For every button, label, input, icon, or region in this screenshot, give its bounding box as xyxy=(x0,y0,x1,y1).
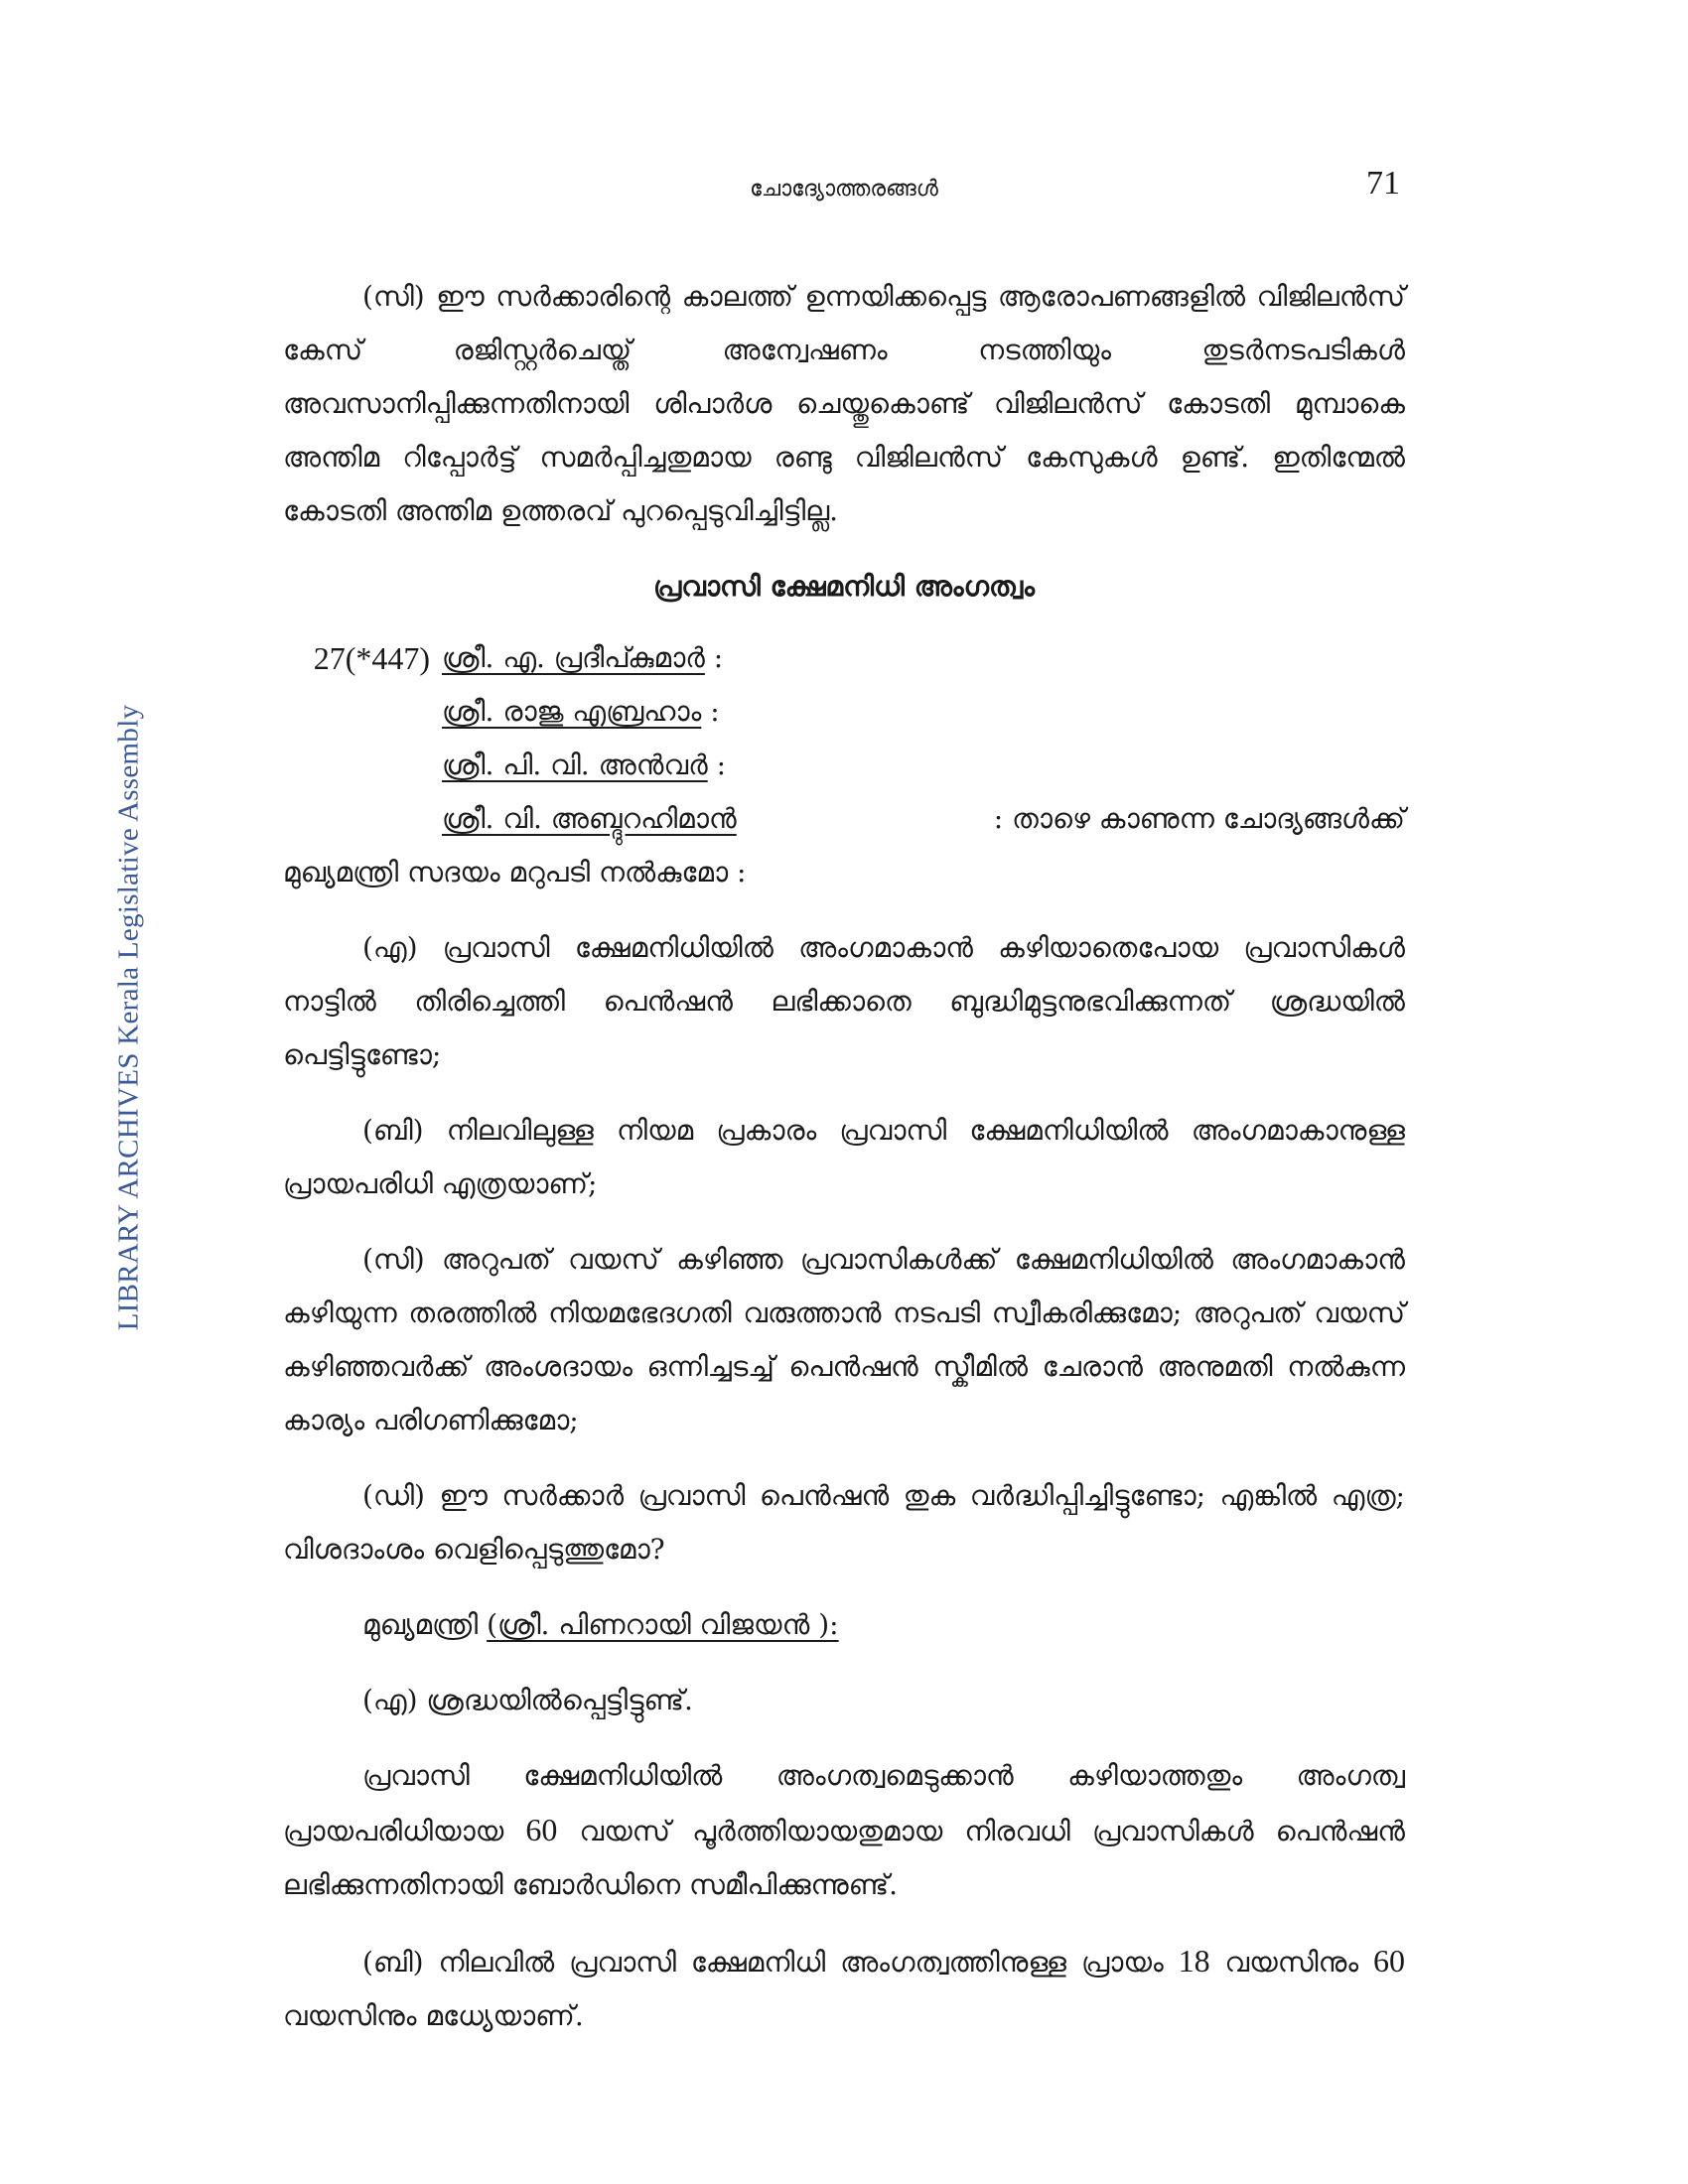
question-intro-tail: : താഴെ കാണുന്ന ചോദ്യങ്ങൾക്ക് xyxy=(993,802,1405,835)
answer-a-detail-text: പ്രവാസി ക്ഷേമനിധിയിൽ അംഗത്വമെടുക്കാൻ കഴിയാത്തതും അംഗത്വ പ്രായപരിധിയായ xyxy=(283,1759,1405,1847)
spacer xyxy=(204,739,442,792)
member-line xyxy=(283,739,1405,792)
spacer xyxy=(204,685,442,739)
max-age-number: 60 xyxy=(1373,1943,1405,1979)
question-b: (ബി) നിലവിലുള്ള നിയമ പ്രകാരം പ്രവാസി ക്ഷേമനിധിയിൽ അംഗമാകാനുള്ള പ്രായപരിധി എത്രയാണ്; xyxy=(283,1114,1405,1200)
answer-by-title: മുഖ്യമന്ത്രി xyxy=(362,1608,479,1641)
age-limit-number: 60 xyxy=(525,1812,558,1847)
answer-b xyxy=(283,1934,1405,2043)
section-heading: പ്രവാസി ക്ഷേമനിധി അംഗത്വം xyxy=(653,570,1035,603)
answer-b-text: വയസിനും xyxy=(1224,1946,1359,1979)
page-number: 71 xyxy=(1366,165,1400,202)
member-name: ശ്രീ. എ. പ്രദീപ്കുമാർ xyxy=(442,641,705,674)
member-line xyxy=(283,685,1405,739)
answer-by xyxy=(283,1598,1405,1652)
running-header: ചോദ്യോത്തരങ്ങൾ xyxy=(750,177,938,202)
spacer xyxy=(204,792,442,846)
question-d: (ഡി) ഈ സർക്കാർ പ്രവാസി പെൻഷൻ തുക വർദ്ധിപ്പിച്ചിട്ടുണ്ടോ; എങ്കിൽ എത്ര; വിശദാംശം വെളിപ്പെടുത്തുമോ? xyxy=(283,1479,1405,1566)
question-c: (സി) അറുപത് വയസ് കഴിഞ്ഞ പ്രവാസികൾക്ക് ക്ഷേമനിധിയിൽ അംഗമാകാൻ കഴിയുന്ന തരത്തിൽ നിയമഭേദഗതി വരുത്താൻ നടപടി സ്വീകരിക്കുമോ; അറുപത് വയസ് കഴിഞ്ഞവർക്ക് അംശദായം ഒന്നിച്ചടച്ച് പെൻഷൻ സ്കീമിൽ ചേരാൻ അനുമതി നൽകുന്ന കാര്യം പരിഗണിക്കുമോ; xyxy=(283,1243,1405,1436)
answer-b-text: വയസിനും മധ്യേയാണ്. xyxy=(283,1999,584,2032)
colon: : xyxy=(716,749,727,781)
archive-watermark: LIBRARY ARCHIVES Kerala Legislative Assembly xyxy=(112,704,145,1331)
question-header xyxy=(283,631,1405,899)
answer-b-text: (ബി) നിലവിൽ പ്രവാസി ക്ഷേമനിധി അംഗത്വത്തിനുള്ള പ്രായം xyxy=(362,1946,1164,1979)
page-content xyxy=(283,270,1405,2065)
answer-a: (എ) ശ്രദ്ധയിൽപ്പെട്ടിട്ടുണ്ട്. xyxy=(362,1684,693,1716)
member-line xyxy=(283,631,1405,685)
member-name: ശ്രീ. പി. വി. അൻവർ xyxy=(442,749,708,781)
member-line xyxy=(283,792,1405,846)
answer-a-detail xyxy=(283,1749,1405,1912)
member-name: ശ്രീ. രാജു എബ്രഹാം xyxy=(442,695,702,728)
min-age-number: 18 xyxy=(1178,1943,1210,1979)
answer-a-detail-text: വയസ് പൂർത്തിയായതുമായ നിരവധി പ്രവാസികൾ പെൻഷൻ ലഭിക്കുന്നതിനായി ബോർഡിനെ സമീപിക്കുന്നുണ്ട്. xyxy=(283,1815,1406,1901)
answer-by-name: (ശ്രീ. പിണറായി വിജയൻ ): xyxy=(487,1608,839,1641)
question-a: (എ) പ്രവാസി ക്ഷേമനിധിയിൽ അംഗമാകാൻ കഴിയാതെപോയ പ്രവാസികൾ നാട്ടിൽ തിരിച്ചെത്തി പെൻഷൻ ലഭിക്കാതെ ബുദ്ധിമുട്ടനുഭവിക്കുന്നത് ശ്രദ്ധയിൽ പെട്ടിട്ടുണ്ടോ; xyxy=(283,931,1405,1071)
answer-paragraph-c: (സി) ഈ സർക്കാരിന്റെ കാലത്ത് ഉന്നയിക്കപ്പെട്ട ആരോപണങ്ങളിൽ വിജിലൻസ് കേസ് രജിസ്റ്റർചെയ്ത് അന്വേഷണം നടത്തിയും തുടർനടപടികൾ അവസാനിപ്പിക്കുന്നതിനായി ശിപാർശ ചെയ്തുകൊണ്ട് വിജിലൻസ് കോടതി മുമ്പാകെ അന്തിമ റിപ്പോർട്ട് സമർപ്പിച്ചതുമായ രണ്ടു വിജിലൻസ് കേസുകൾ ഉണ്ട്. ഇതിന്മേൽ കോടതി അന്തിമ ഉത്തരവ് പുറപ്പെടുവിച്ചിട്ടില്ല. xyxy=(283,280,1405,527)
colon: : xyxy=(713,641,724,674)
member-name: ശ്രീ. വി. അബ്ദുറഹിമാൻ xyxy=(442,802,737,835)
question-intro: മുഖ്യമന്ത്രി സദയം മറുപടി നൽകുമോ : xyxy=(283,856,747,888)
colon: : xyxy=(710,695,720,728)
question-number: 27(*447) xyxy=(313,640,430,676)
